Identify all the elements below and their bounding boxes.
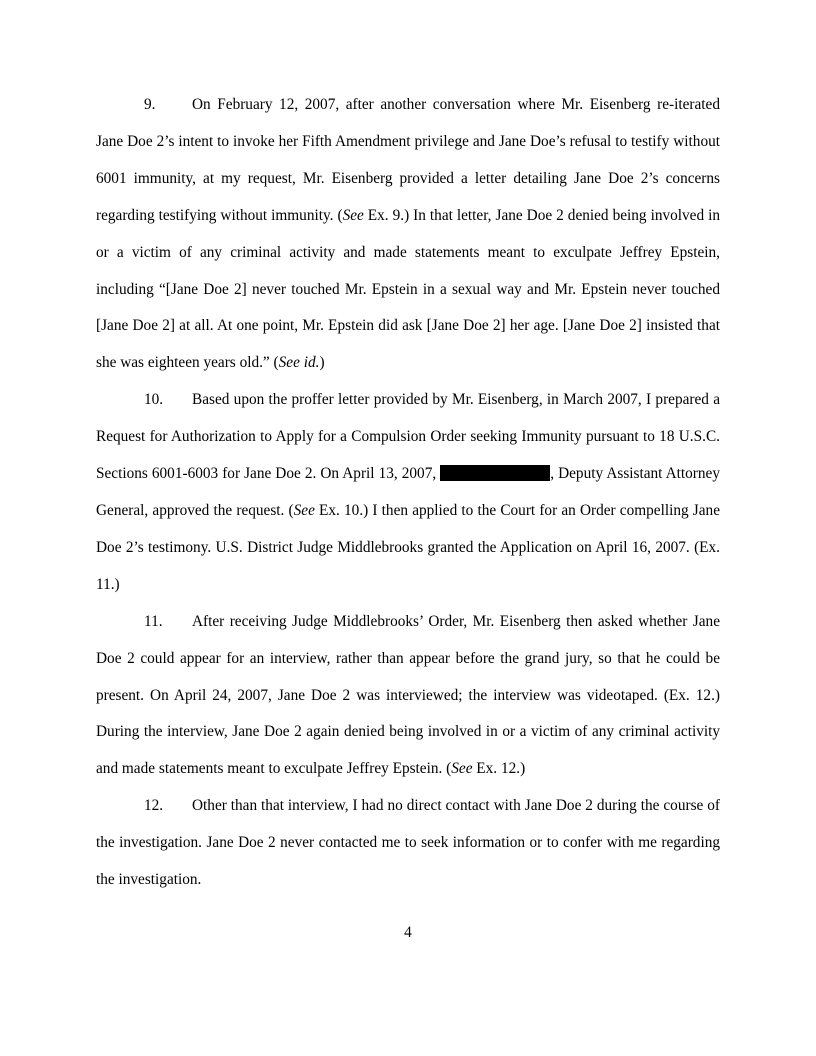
citation-signal: See bbox=[293, 501, 315, 519]
paragraph-text: After receiving Judge Middlebrooks’ Order, Mr. Eisenberg then asked whether Jane Doe 2 could appear for an interview, rather than appear before the grand jury, so that he could be present. On April 24, 2007, Jane Doe 2 was interviewed; the interview was videotaped. (Ex. 12.) During the interview, Jane Doe 2 again denied being involved in or a victim of any criminal activity and made statements meant to exculpate Jeffrey Epstein. ( bbox=[96, 612, 720, 778]
paragraph-text: Based upon the proffer letter provided by Mr. Eisenberg, in March 2007, I prepared a Request for Authorization to Apply for a Compulsion Order seeking Immunity pursuant to 18 U.S.C. Sections 6001-6003 for Jane Doe 2. On April 13, 2007, bbox=[96, 391, 720, 483]
paragraph-text: Ex. 12.) bbox=[472, 760, 526, 778]
paragraph-12 bbox=[96, 788, 720, 899]
document-body bbox=[96, 87, 720, 899]
paragraph-number: 10. bbox=[144, 391, 164, 409]
paragraph-text: , Deputy Assistant Attorney General, approved the request. ( bbox=[96, 465, 720, 519]
paragraph-text: Ex. 9.) In that letter, Jane Doe 2 denied being involved in or a victim of any criminal activity and made statements meant to exculpate Jeffrey Epstein, including “[Jane Doe 2] never touched Mr. Epstein in a sexual way and Mr. Epstein never touched [Jane Doe 2] at all. At one point, Mr. Epstein did ask [Jane Doe 2] her age. [Jane Doe 2] insisted that she was eighteen years old.” ( bbox=[96, 206, 720, 372]
redaction-box bbox=[440, 465, 550, 481]
paragraph-text: Ex. 10.) I then applied to the Court for an Order compelling Jane Doe 2’s testimony. U.S. District Judge Middlebrooks granted the Application on April 16, 2007. (Ex. 11.) bbox=[96, 501, 720, 593]
citation-signal: See bbox=[342, 206, 364, 224]
paragraph-number: 9. bbox=[144, 96, 156, 113]
paragraph-text: On February 12, 2007, after another conversation where Mr. Eisenberg re-iterated Jane Doe 2’s intent to invoke her Fifth Amendment privilege and Jane Doe’s refusal to testify without 6001 immunity, at my request, Mr. Eisenberg provided a letter detailing Jane Doe 2’s concerns regarding testifying without immunity. ( bbox=[96, 96, 720, 224]
citation-signal: See id. bbox=[278, 354, 320, 372]
paragraph-10 bbox=[96, 382, 720, 603]
paragraph-text: Other than that interview, I had no direct contact with Jane Doe 2 during the course of the investigation. Jane Doe 2 never contacted me to seek information or to confer with me regarding the investigation. bbox=[96, 797, 720, 889]
paragraph-number: 12. bbox=[144, 797, 164, 815]
paragraph-text: ) bbox=[319, 354, 325, 372]
paragraph-number: 11. bbox=[144, 612, 163, 630]
page-number: 4 bbox=[404, 924, 412, 941]
paragraph-9 bbox=[96, 87, 720, 382]
paragraph-11 bbox=[96, 604, 720, 789]
citation-signal: See bbox=[451, 760, 473, 778]
